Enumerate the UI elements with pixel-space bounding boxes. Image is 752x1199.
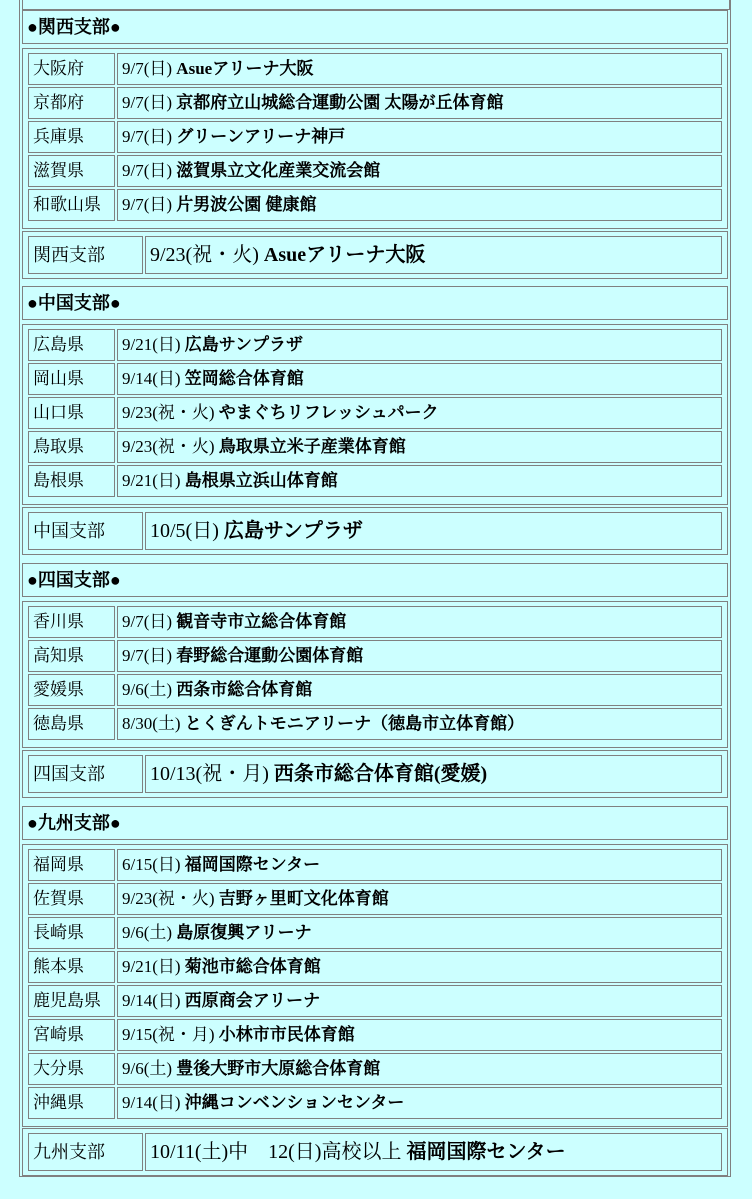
table-row bbox=[28, 189, 722, 221]
section-header: ●関西支部● bbox=[22, 10, 728, 44]
prefecture-cell: 島根県 bbox=[28, 465, 115, 497]
prefecture-cell: 大分県 bbox=[28, 1053, 115, 1085]
prefecture-cell: 京都府 bbox=[28, 87, 115, 119]
prefecture-cell: 兵庫県 bbox=[28, 121, 115, 153]
event-cell: 9/7(日) 片男波公園 健康館 bbox=[117, 189, 722, 221]
event-cell: 9/14(日) 笠岡総合体育館 bbox=[117, 363, 722, 395]
previous-section-edge bbox=[22, 0, 730, 10]
table-row bbox=[28, 1087, 722, 1119]
prefecture-table bbox=[22, 601, 728, 748]
table-row bbox=[28, 1019, 722, 1051]
final-label: 四国支部 bbox=[28, 755, 143, 793]
event-cell: 9/7(日) 春野総合運動公園体育館 bbox=[117, 640, 722, 672]
table-row bbox=[28, 708, 722, 740]
section-header: ●四国支部● bbox=[22, 563, 728, 597]
final-row bbox=[28, 1133, 722, 1171]
final-label: 九州支部 bbox=[28, 1133, 143, 1171]
table-row bbox=[28, 951, 722, 983]
prefecture-cell: 広島県 bbox=[28, 329, 115, 361]
prefecture-cell: 鳥取県 bbox=[28, 431, 115, 463]
table-row bbox=[28, 674, 722, 706]
prefecture-cell: 高知県 bbox=[28, 640, 115, 672]
table-row bbox=[28, 53, 722, 85]
prefecture-cell: 熊本県 bbox=[28, 951, 115, 983]
event-cell: 9/6(土) 豊後大野市大原総合体育館 bbox=[117, 1053, 722, 1085]
table-row bbox=[28, 985, 722, 1017]
event-cell: 9/23(祝・火) 鳥取県立米子産業体育館 bbox=[117, 431, 722, 463]
section-header: ●九州支部● bbox=[22, 806, 728, 840]
table-row bbox=[28, 849, 722, 881]
table-row bbox=[28, 917, 722, 949]
final-row bbox=[28, 512, 722, 550]
table-row bbox=[28, 1053, 722, 1085]
table-row bbox=[28, 397, 722, 429]
table-row bbox=[28, 363, 722, 395]
event-cell: 9/21(日) 島根県立浜山体育館 bbox=[117, 465, 722, 497]
event-cell: 9/6(土) 西条市総合体育館 bbox=[117, 674, 722, 706]
event-cell: 8/30(土) とくぎんトモニアリーナ（徳島市立体育館） bbox=[117, 708, 722, 740]
event-cell: 9/14(日) 西原商会アリーナ bbox=[117, 985, 722, 1017]
final-event: 10/11(土)中 12(日)高校以上 福岡国際センター bbox=[145, 1133, 722, 1171]
event-cell: 6/15(日) 福岡国際センター bbox=[117, 849, 722, 881]
final-row bbox=[28, 236, 722, 274]
table-row bbox=[28, 87, 722, 119]
table-row bbox=[28, 121, 722, 153]
final-label: 関西支部 bbox=[28, 236, 143, 274]
event-cell: 9/6(土) 島原復興アリーナ bbox=[117, 917, 722, 949]
event-cell: 9/15(祝・月) 小林市市民体育館 bbox=[117, 1019, 722, 1051]
prefecture-cell: 鹿児島県 bbox=[28, 985, 115, 1017]
prefecture-cell: 沖縄県 bbox=[28, 1087, 115, 1119]
prefecture-cell: 福岡県 bbox=[28, 849, 115, 881]
final-table bbox=[22, 750, 728, 798]
prefecture-table bbox=[22, 324, 728, 505]
event-cell: 9/14(日) 沖縄コンベンションセンター bbox=[117, 1087, 722, 1119]
event-cell: 9/7(日) Asueアリーナ大阪 bbox=[117, 53, 722, 85]
prefecture-cell: 和歌山県 bbox=[28, 189, 115, 221]
prefecture-table bbox=[22, 48, 728, 229]
final-row bbox=[28, 755, 722, 793]
final-table bbox=[22, 1128, 728, 1176]
prefecture-cell: 長崎県 bbox=[28, 917, 115, 949]
event-cell: 9/7(日) 観音寺市立総合体育館 bbox=[117, 606, 722, 638]
prefecture-cell: 大阪府 bbox=[28, 53, 115, 85]
event-cell: 9/21(日) 広島サンプラザ bbox=[117, 329, 722, 361]
prefecture-cell: 佐賀県 bbox=[28, 883, 115, 915]
table-row bbox=[28, 431, 722, 463]
table-row bbox=[28, 155, 722, 187]
prefecture-cell: 徳島県 bbox=[28, 708, 115, 740]
prefecture-cell: 宮崎県 bbox=[28, 1019, 115, 1051]
table-row bbox=[28, 606, 722, 638]
section-header: ●中国支部● bbox=[22, 286, 728, 320]
final-label: 中国支部 bbox=[28, 512, 143, 550]
table-row bbox=[28, 640, 722, 672]
prefecture-cell: 香川県 bbox=[28, 606, 115, 638]
event-cell: 9/23(祝・火) やまぐちリフレッシュパーク bbox=[117, 397, 722, 429]
final-event: 10/13(祝・月) 西条市総合体育館(愛媛) bbox=[145, 755, 722, 793]
final-table bbox=[22, 231, 728, 279]
event-cell: 9/21(日) 菊池市総合体育館 bbox=[117, 951, 722, 983]
event-cell: 9/23(祝・火) 吉野ヶ里町文化体育館 bbox=[117, 883, 722, 915]
table-row bbox=[28, 329, 722, 361]
prefecture-cell: 山口県 bbox=[28, 397, 115, 429]
final-event: 9/23(祝・火) Asueアリーナ大阪 bbox=[145, 236, 722, 274]
table-row bbox=[28, 465, 722, 497]
event-cell: 9/7(日) 京都府立山城総合運動公園 太陽が丘体育館 bbox=[117, 87, 722, 119]
prefecture-cell: 愛媛県 bbox=[28, 674, 115, 706]
event-cell: 9/7(日) グリーンアリーナ神戸 bbox=[117, 121, 722, 153]
prefecture-table bbox=[22, 844, 728, 1127]
event-cell: 9/7(日) 滋賀県立文化産業交流会館 bbox=[117, 155, 722, 187]
final-table bbox=[22, 507, 728, 555]
table-row bbox=[28, 883, 722, 915]
prefecture-cell: 滋賀県 bbox=[28, 155, 115, 187]
prefecture-cell: 岡山県 bbox=[28, 363, 115, 395]
final-event: 10/5(日) 広島サンプラザ bbox=[145, 512, 722, 550]
